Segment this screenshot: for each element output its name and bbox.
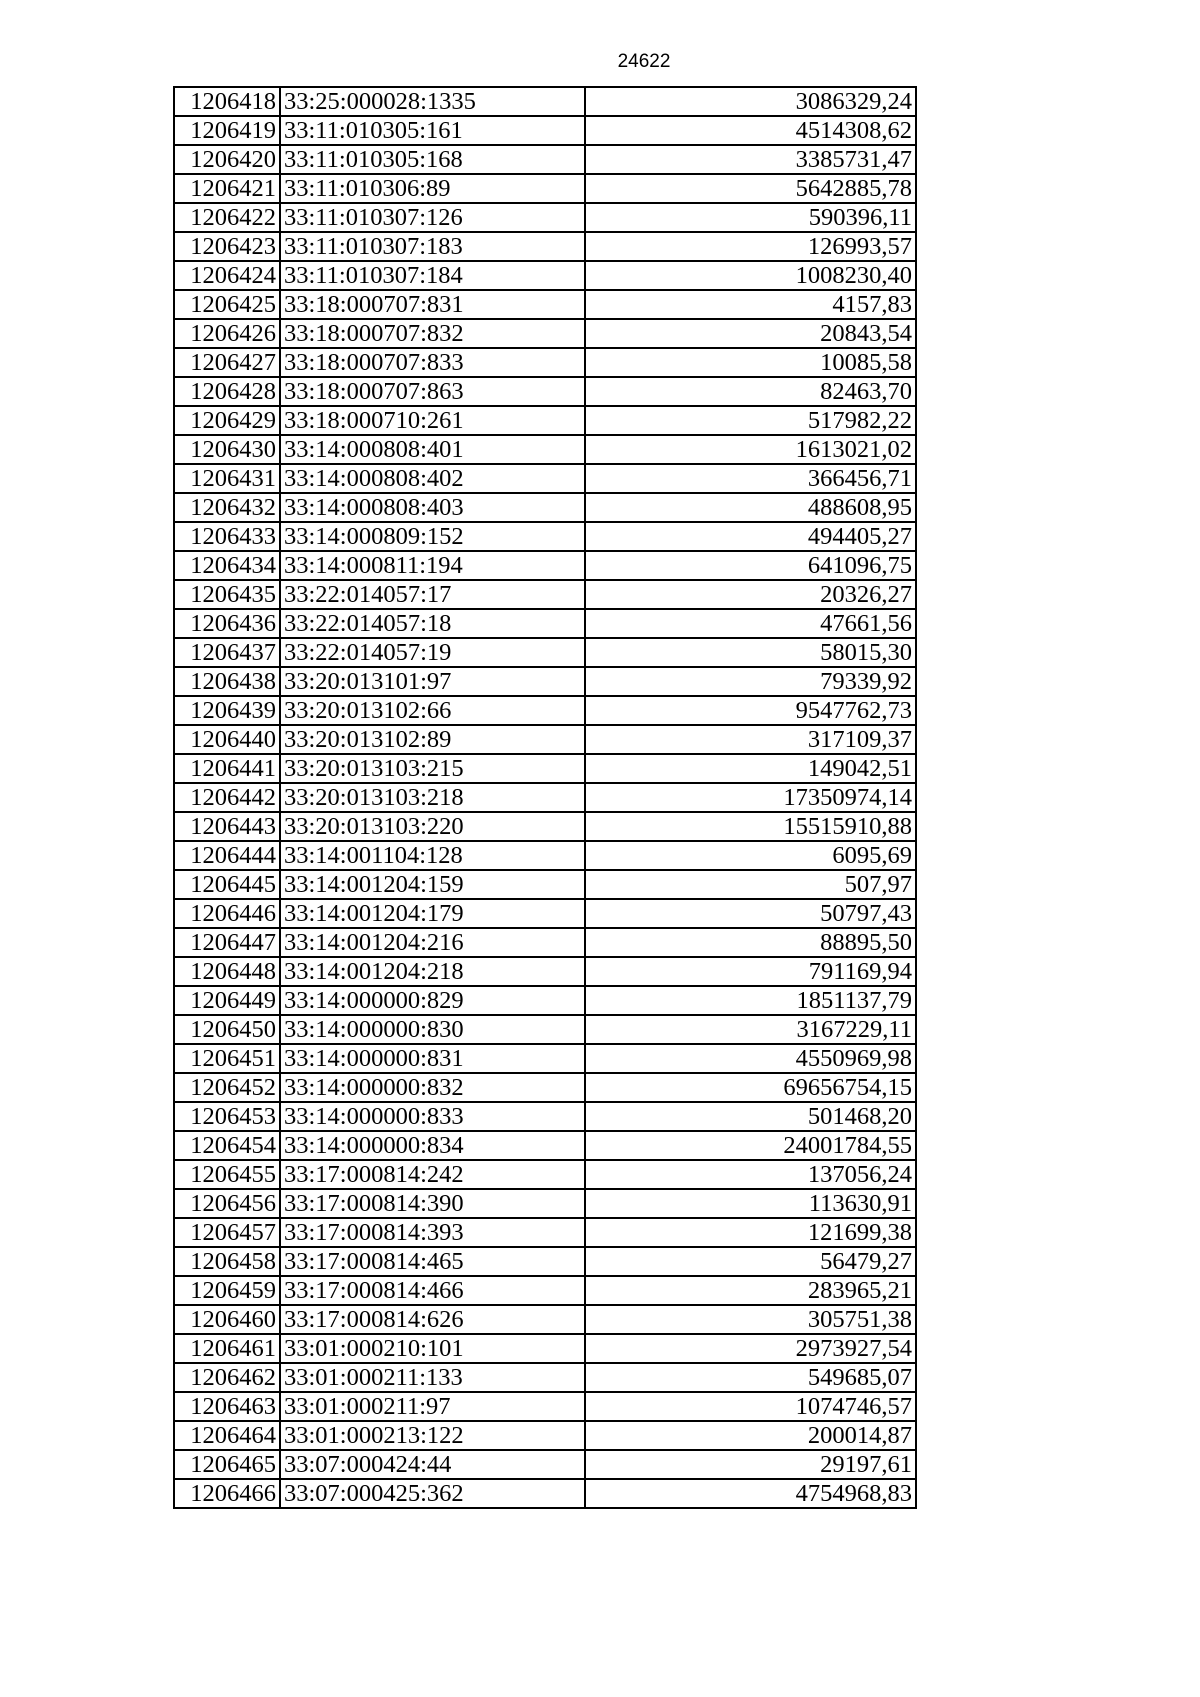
cadastral-value-cell: 69656754,15 [585,1073,916,1102]
row-id-cell: 1206419 [174,116,280,145]
cadastral-value-cell: 47661,56 [585,609,916,638]
row-id-cell: 1206426 [174,319,280,348]
cadastral-number-cell: 33:22:014057:19 [280,638,585,667]
cadastral-value-cell: 305751,38 [585,1305,916,1334]
row-id-cell: 1206424 [174,261,280,290]
row-id-cell: 1206441 [174,754,280,783]
row-id-cell: 1206442 [174,783,280,812]
row-id-cell: 1206450 [174,1015,280,1044]
row-id-cell: 1206453 [174,1102,280,1131]
cadastral-value-cell: 549685,07 [585,1363,916,1392]
cadastral-number-cell: 33:14:000809:152 [280,522,585,551]
row-id-cell: 1206420 [174,145,280,174]
cadastral-value-cell: 4157,83 [585,290,916,319]
cadastral-value-table [173,86,917,1509]
row-id-cell: 1206438 [174,667,280,696]
cadastral-value-cell: 641096,75 [585,551,916,580]
cadastral-number-cell: 33:17:000814:626 [280,1305,585,1334]
row-id-cell: 1206449 [174,986,280,1015]
cadastral-value-cell: 3385731,47 [585,145,916,174]
cadastral-value-cell: 6095,69 [585,841,916,870]
cadastral-number-cell: 33:14:000000:830 [280,1015,585,1044]
table-row [174,1276,916,1305]
cadastral-value-cell: 79339,92 [585,667,916,696]
cadastral-value-cell: 517982,22 [585,406,916,435]
table-row [174,638,916,667]
row-id-cell: 1206462 [174,1363,280,1392]
cadastral-number-cell: 33:01:000213:122 [280,1421,585,1450]
table-row [174,1102,916,1131]
row-id-cell: 1206458 [174,1247,280,1276]
cadastral-value-cell: 590396,11 [585,203,916,232]
cadastral-number-cell: 33:14:000000:832 [280,1073,585,1102]
cadastral-value-cell: 494405,27 [585,522,916,551]
cadastral-number-cell: 33:11:010306:89 [280,174,585,203]
table-row [174,667,916,696]
row-id-cell: 1206440 [174,725,280,754]
table-row [174,174,916,203]
row-id-cell: 1206428 [174,377,280,406]
cadastral-value-cell: 488608,95 [585,493,916,522]
row-id-cell: 1206443 [174,812,280,841]
row-id-cell: 1206429 [174,406,280,435]
table-row [174,116,916,145]
row-id-cell: 1206460 [174,1305,280,1334]
cadastral-value-cell: 24001784,55 [585,1131,916,1160]
cadastral-number-cell: 33:22:014057:17 [280,580,585,609]
cadastral-number-cell: 33:01:000211:133 [280,1363,585,1392]
cadastral-number-cell: 33:18:000707:831 [280,290,585,319]
cadastral-value-cell: 15515910,88 [585,812,916,841]
row-id-cell: 1206423 [174,232,280,261]
table-row [174,435,916,464]
row-id-cell: 1206444 [174,841,280,870]
cadastral-number-cell: 33:14:000808:403 [280,493,585,522]
cadastral-number-cell: 33:14:001204:218 [280,957,585,986]
cadastral-value-cell: 126993,57 [585,232,916,261]
cadastral-number-cell: 33:17:000814:465 [280,1247,585,1276]
table-row [174,841,916,870]
table-row [174,232,916,261]
row-id-cell: 1206432 [174,493,280,522]
cadastral-number-cell: 33:11:010307:184 [280,261,585,290]
table-row [174,1218,916,1247]
cadastral-number-cell: 33:17:000814:393 [280,1218,585,1247]
cadastral-number-cell: 33:14:000000:831 [280,1044,585,1073]
cadastral-value-cell: 137056,24 [585,1160,916,1189]
row-id-cell: 1206465 [174,1450,280,1479]
cadastral-number-cell: 33:18:000707:863 [280,377,585,406]
cadastral-number-cell: 33:14:001204:216 [280,928,585,957]
cadastral-value-cell: 20843,54 [585,319,916,348]
row-id-cell: 1206436 [174,609,280,638]
cadastral-number-cell: 33:20:013103:218 [280,783,585,812]
cadastral-number-cell: 33:18:000707:832 [280,319,585,348]
table-row [174,1247,916,1276]
table-row [174,1044,916,1073]
row-id-cell: 1206446 [174,899,280,928]
table-row [174,870,916,899]
table-row [174,783,916,812]
cadastral-number-cell: 33:11:010305:168 [280,145,585,174]
row-id-cell: 1206456 [174,1189,280,1218]
cadastral-value-cell: 366456,71 [585,464,916,493]
cadastral-value-cell: 3167229,11 [585,1015,916,1044]
table-row [174,928,916,957]
row-id-cell: 1206466 [174,1479,280,1508]
cadastral-value-cell: 121699,38 [585,1218,916,1247]
cadastral-value-cell: 507,97 [585,870,916,899]
cadastral-value-cell: 283965,21 [585,1276,916,1305]
row-id-cell: 1206451 [174,1044,280,1073]
cadastral-number-cell: 33:18:000710:261 [280,406,585,435]
table-row [174,1131,916,1160]
row-id-cell: 1206447 [174,928,280,957]
table-row [174,1073,916,1102]
cadastral-value-cell: 20326,27 [585,580,916,609]
cadastral-value-cell: 791169,94 [585,957,916,986]
table-row [174,812,916,841]
table-row [174,145,916,174]
cadastral-number-cell: 33:14:000808:402 [280,464,585,493]
cadastral-number-cell: 33:14:000000:833 [280,1102,585,1131]
table-row [174,261,916,290]
table-row [174,464,916,493]
cadastral-number-cell: 33:14:001204:159 [280,870,585,899]
cadastral-number-cell: 33:14:000811:194 [280,551,585,580]
cadastral-value-cell: 113630,91 [585,1189,916,1218]
cadastral-value-cell: 56479,27 [585,1247,916,1276]
cadastral-number-cell: 33:11:010307:183 [280,232,585,261]
table-row [174,1479,916,1508]
row-id-cell: 1206459 [174,1276,280,1305]
row-id-cell: 1206422 [174,203,280,232]
cadastral-number-cell: 33:01:000210:101 [280,1334,585,1363]
row-id-cell: 1206430 [174,435,280,464]
row-id-cell: 1206463 [174,1392,280,1421]
table-row [174,348,916,377]
cadastral-number-cell: 33:01:000211:97 [280,1392,585,1421]
cadastral-number-cell: 33:17:000814:242 [280,1160,585,1189]
cadastral-number-cell: 33:20:013103:220 [280,812,585,841]
cadastral-number-cell: 33:07:000425:362 [280,1479,585,1508]
row-id-cell: 1206431 [174,464,280,493]
cadastral-value-cell: 200014,87 [585,1421,916,1450]
table-row [174,754,916,783]
cadastral-value-cell: 4754968,83 [585,1479,916,1508]
row-id-cell: 1206434 [174,551,280,580]
cadastral-value-cell: 1851137,79 [585,986,916,1015]
cadastral-number-cell: 33:14:001204:179 [280,899,585,928]
cadastral-value-cell: 5642885,78 [585,174,916,203]
cadastral-value-cell: 58015,30 [585,638,916,667]
cadastral-value-cell: 1613021,02 [585,435,916,464]
cadastral-value-cell: 317109,37 [585,725,916,754]
cadastral-number-cell: 33:20:013102:66 [280,696,585,725]
cadastral-value-cell: 17350974,14 [585,783,916,812]
table-row [174,725,916,754]
table-row [174,1015,916,1044]
table-row [174,551,916,580]
cadastral-value-cell: 149042,51 [585,754,916,783]
row-id-cell: 1206457 [174,1218,280,1247]
cadastral-value-cell: 1074746,57 [585,1392,916,1421]
cadastral-number-cell: 33:20:013101:97 [280,667,585,696]
row-id-cell: 1206425 [174,290,280,319]
row-id-cell: 1206445 [174,870,280,899]
row-id-cell: 1206439 [174,696,280,725]
cadastral-number-cell: 33:11:010305:161 [280,116,585,145]
table-row [174,580,916,609]
cadastral-value-cell: 88895,50 [585,928,916,957]
cadastral-value-cell: 4550969,98 [585,1044,916,1073]
table-row [174,406,916,435]
table-row [174,319,916,348]
cadastral-number-cell: 33:17:000814:390 [280,1189,585,1218]
table-row [174,1334,916,1363]
cadastral-number-cell: 33:14:001104:128 [280,841,585,870]
table-row [174,522,916,551]
table-row [174,986,916,1015]
table-row [174,203,916,232]
row-id-cell: 1206448 [174,957,280,986]
row-id-cell: 1206418 [174,87,280,116]
table-row [174,290,916,319]
cadastral-number-cell: 33:07:000424:44 [280,1450,585,1479]
table-row [174,957,916,986]
row-id-cell: 1206461 [174,1334,280,1363]
cadastral-value-cell: 29197,61 [585,1450,916,1479]
table-row [174,1305,916,1334]
cadastral-number-cell: 33:20:013102:89 [280,725,585,754]
table-row [174,1189,916,1218]
cadastral-number-cell: 33:14:000000:829 [280,986,585,1015]
page-number: 24622 [617,51,671,72]
table-body [174,87,916,1508]
cadastral-number-cell: 33:11:010307:126 [280,203,585,232]
table-row [174,1392,916,1421]
cadastral-value-cell: 82463,70 [585,377,916,406]
table-row [174,493,916,522]
row-id-cell: 1206464 [174,1421,280,1450]
cadastral-value-cell: 50797,43 [585,899,916,928]
row-id-cell: 1206421 [174,174,280,203]
table-row [174,377,916,406]
cadastral-number-cell: 33:25:000028:1335 [280,87,585,116]
cadastral-value-cell: 4514308,62 [585,116,916,145]
cadastral-value-cell: 10085,58 [585,348,916,377]
row-id-cell: 1206427 [174,348,280,377]
table-row [174,696,916,725]
row-id-cell: 1206437 [174,638,280,667]
cadastral-value-cell: 9547762,73 [585,696,916,725]
cadastral-number-cell: 33:22:014057:18 [280,609,585,638]
table-row [174,1160,916,1189]
row-id-cell: 1206454 [174,1131,280,1160]
cadastral-value-cell: 2973927,54 [585,1334,916,1363]
table-row [174,87,916,116]
table-row [174,899,916,928]
cadastral-number-cell: 33:14:000808:401 [280,435,585,464]
cadastral-number-cell: 33:14:000000:834 [280,1131,585,1160]
cadastral-value-cell: 3086329,24 [585,87,916,116]
table-row [174,1450,916,1479]
row-id-cell: 1206435 [174,580,280,609]
table-row [174,609,916,638]
table-row [174,1421,916,1450]
row-id-cell: 1206433 [174,522,280,551]
cadastral-value-cell: 501468,20 [585,1102,916,1131]
table-row [174,1363,916,1392]
cadastral-number-cell: 33:17:000814:466 [280,1276,585,1305]
cadastral-value-cell: 1008230,40 [585,261,916,290]
row-id-cell: 1206455 [174,1160,280,1189]
cadastral-number-cell: 33:18:000707:833 [280,348,585,377]
row-id-cell: 1206452 [174,1073,280,1102]
cadastral-number-cell: 33:20:013103:215 [280,754,585,783]
